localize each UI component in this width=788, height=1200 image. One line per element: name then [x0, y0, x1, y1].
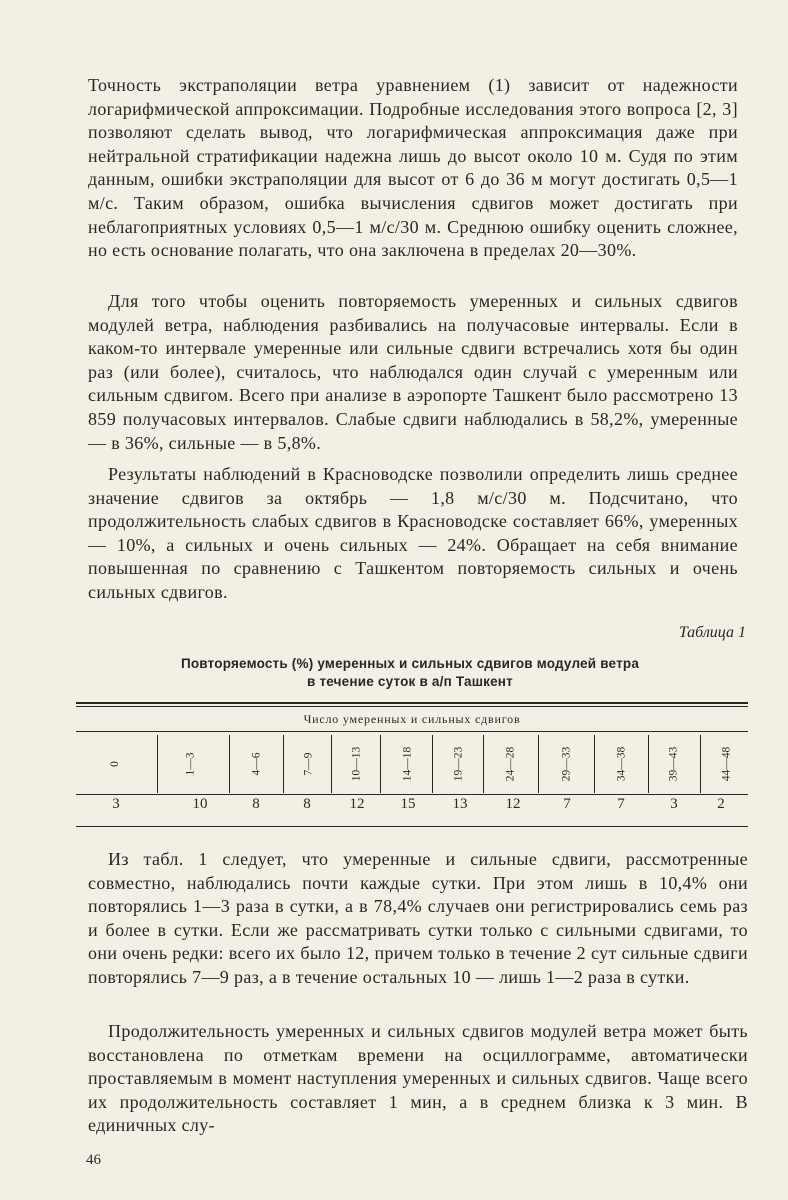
table-col-divider — [700, 735, 701, 793]
paragraph-table-analysis: Из табл. 1 следует, что умеренные и сильные сдвиги, рассмотренные совместно, наблюдались почти каждые сутки. При этом лишь в 10,4% они повторялись 1—3 раза в сутки, а в 78,4% случаев они регистрировались семь раз и более в сутки. Если же рассматривать сутки только с сильными сдвигами, то они очень редки: всего их было 12, причем только в течение 2 сут сильные сдвиги повторялись 7—9 раз, а в течение остальных 10 — лишь 1—2 раза в сутки. — [88, 849, 748, 987]
table-value-cell: 3 — [112, 796, 120, 812]
table-col-header — [293, 735, 323, 793]
table-value-cell: 7 — [563, 796, 571, 812]
table-value-cell: 12 — [505, 796, 521, 812]
table-col-divider — [380, 735, 381, 793]
table-col-header-text: 24—28 — [504, 746, 516, 782]
table-col-header-text: 39—43 — [667, 746, 679, 782]
table-title-line-2: в течение суток в а/п Ташкент — [307, 674, 513, 689]
table-bottom-rule — [76, 826, 748, 827]
table-value-cell: 8 — [252, 796, 260, 812]
table-col-header — [100, 735, 130, 793]
table-col-header-text: 4—6 — [250, 752, 262, 776]
table-col-header — [711, 735, 741, 793]
table-col-header-text: 19—23 — [452, 746, 464, 782]
table-value-cell: 10 — [192, 796, 208, 812]
table-col-divider — [538, 735, 539, 793]
table-label: Таблица 1 — [678, 624, 746, 641]
table-header-rule — [76, 794, 748, 795]
table-col-header-text: 29—33 — [560, 746, 572, 782]
table-value-cell: 13 — [452, 796, 468, 812]
table-col-divider — [483, 735, 484, 793]
table-col-header — [658, 735, 688, 793]
table-value-cell: 12 — [349, 796, 365, 812]
table-col-header — [392, 735, 422, 793]
table-col-header — [551, 735, 581, 793]
table-col-divider — [594, 735, 595, 793]
paragraph-repeatability: Для того чтобы оценить повторяемость умеренных и сильных сдвигов модулей ветра, наблюдения разбивались на получасовые интервалы. Если в каком-то интервале умеренные или сильные сдвиги встречались хотя бы один раз (или более), считалось, что наблюдался один случай с умеренным или сильным сдвигом. Всего при анализе в аэропорте Ташкент было рассмотрено 13 859 получасовых интервалов. Слабые сдвиги наблюдались в 58,2%, умеренные — в 36%, сильные — в 5,8%. — [88, 291, 738, 453]
paragraph-duration: Продолжительность умеренных и сильных сдвигов модулей ветра может быть восстановлена по отметкам времени на осциллограмме, автоматически проставляемым в момент наступления умеренных и сильных сдвигов. Чаще всего их продолжительность составляет 1 мин, а в среднем близка к 3 мин. В единичных слу- — [88, 1021, 748, 1136]
table-col-header — [241, 735, 271, 793]
table-value-cell: 2 — [717, 796, 725, 812]
table-col-divider — [229, 735, 230, 793]
paragraph-krasnovodsk: Результаты наблюдений в Красноводске позволили определить лишь среднее значение сдвигов за октябрь — 1,8 м/с/30 м. Подсчитано, что продолжительность слабых сдвигов в Красноводске составляет 66%, умеренных — 10%, а сильных и очень сильных — 24%. Обращает на себя внимание повышенная по сравнению с Ташкентом повторяемость сильных и очень сильных сдвигов. — [88, 464, 738, 602]
table-title — [60, 655, 760, 691]
table-title-line-1: Повторяемость (%) умеренных и сильных сдвигов модулей ветра — [180, 656, 640, 671]
table-col-divider — [648, 735, 649, 793]
table-top-rule-thin — [76, 706, 748, 707]
table-col-header-text: 34—38 — [615, 746, 627, 782]
table-col-header-text: 14—18 — [401, 746, 413, 782]
table-col-header-text: 1—3 — [184, 752, 196, 776]
table-group-header: Число умеренных и сильных сдвигов — [303, 712, 521, 726]
table-col-header — [606, 735, 636, 793]
table-group-rule — [76, 731, 748, 732]
table-col-divider — [432, 735, 433, 793]
page-number: 46 — [86, 1152, 101, 1168]
table-col-divider — [283, 735, 284, 793]
table-value-cell: 15 — [400, 796, 416, 812]
table-col-header-text: 0 — [109, 761, 121, 767]
table-value-cell: 8 — [303, 796, 311, 812]
table-col-header — [495, 735, 525, 793]
table-col-header — [175, 735, 205, 793]
table-col-divider — [331, 735, 332, 793]
table-top-rule — [76, 702, 748, 704]
table-col-header-text: 7—9 — [302, 752, 314, 776]
table-value-cell: 3 — [670, 796, 678, 812]
table-col-header — [341, 735, 371, 793]
table-col-header-text: 10—13 — [350, 746, 362, 782]
table-col-header — [443, 735, 473, 793]
table-col-divider — [157, 735, 158, 793]
table-value-cell: 7 — [617, 796, 625, 812]
table-col-header-text: 44—48 — [720, 746, 732, 782]
paragraph-extrapolation: Точность экстраполяции ветра уравнением (1) зависит от надежности логарифмической аппроксимации. Подробные исследования этого вопроса [2, 3] позволяют сделать вывод, что логарифмическая аппроксимация даже при нейтральной стратификации надежна лишь до высот около 10 м. Судя по этим данным, ошибки экстраполяции для высот от 6 до 36 м могут достигать 0,5—1 м/с. Таким образом, ошибка вычисления сдвигов может достигать при неблагоприятных условиях 0,5—1 м/с/30 м. Среднюю ошибку оценить сложнее, но есть основание полагать, что она заключена в пределах 20—30%. — [88, 75, 738, 261]
